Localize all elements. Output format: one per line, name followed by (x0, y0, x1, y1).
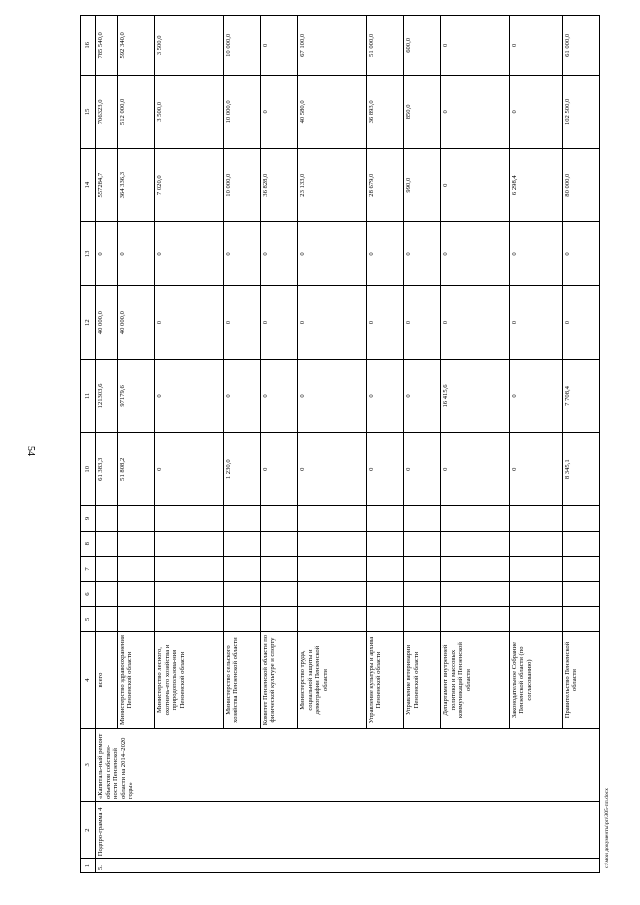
value-cell-c11: 0 (509, 359, 562, 432)
value-cell-c16: 0 (441, 16, 509, 76)
empty-cell (117, 582, 154, 607)
empty-cell (366, 556, 403, 581)
empty-cell (223, 582, 260, 607)
empty-cell (509, 582, 562, 607)
empty-cell (260, 607, 297, 632)
empty-cell (562, 531, 599, 556)
value-cell-c16: 67 100,0 (298, 16, 366, 76)
value-cell-c14: 6 298,4 (509, 149, 562, 222)
value-cell-c14: 990,0 (403, 149, 440, 222)
empty-cell (366, 582, 403, 607)
value-cell-c10: 51 808,2 (117, 433, 154, 506)
value-cell-c12: 0 (562, 286, 599, 359)
empty-cell (155, 531, 223, 556)
value-cell-c11: 0 (366, 359, 403, 432)
value-cell-c14: 364 336,3 (117, 149, 154, 222)
organization-cell: Министерство лесного, охотничь-его хозяйства и природопользова-ния Пензенской области (155, 632, 223, 728)
value-cell-c15: 3 500,0 (155, 75, 223, 148)
organization-cell: Комитет Пензенской области по физической культуре и спорту (260, 632, 297, 728)
organization-cell: Управление культуры и архива Пензенской области (366, 632, 403, 728)
value-cell-c13: 0 (298, 222, 366, 286)
value-cell-c15: 40 580,0 (298, 75, 366, 148)
empty-cell (260, 556, 297, 581)
column-header-13: 13 (81, 222, 96, 286)
value-cell-c16: 785 540,0 (96, 16, 118, 76)
value-cell-c13: 0 (260, 222, 297, 286)
column-header-1: 1 (81, 859, 96, 873)
value-cell-c16: 0 (509, 16, 562, 76)
column-header-3: 3 (81, 728, 96, 801)
value-cell-c16: 592 340,0 (117, 16, 154, 76)
value-cell-c15: 102 500,0 (562, 75, 599, 148)
value-cell-c10: 61 383,3 (96, 433, 118, 506)
column-header-10: 10 (81, 433, 96, 506)
column-header-6: 6 (81, 582, 96, 607)
column-header-16: 16 (81, 16, 96, 76)
value-cell-c12: 40 000,0 (96, 286, 118, 359)
column-header-4: 4 (81, 632, 96, 728)
empty-cell (562, 506, 599, 531)
budget-table-container (80, 15, 600, 873)
value-cell-c10: 0 (441, 433, 509, 506)
empty-cell (260, 582, 297, 607)
empty-cell (403, 556, 440, 581)
value-cell-c14: 36 828,0 (260, 149, 297, 222)
value-cell-c13: 0 (366, 222, 403, 286)
empty-cell (223, 607, 260, 632)
value-cell-c11: 0 (260, 359, 297, 432)
column-header-5: 5 (81, 607, 96, 632)
value-cell-c12: 0 (298, 286, 366, 359)
empty-cell (223, 556, 260, 581)
value-cell-c13: 0 (223, 222, 260, 286)
empty-cell (96, 506, 118, 531)
value-cell-c16: 3 500,0 (155, 16, 223, 76)
value-cell-c10: 8 345,1 (562, 433, 599, 506)
value-cell-c14: 0 (441, 149, 509, 222)
value-cell-c10: 1 230,0 (223, 433, 260, 506)
value-cell-c12: 0 (223, 286, 260, 359)
organization-cell: Правительство Пензенской области (562, 632, 599, 728)
empty-cell (155, 582, 223, 607)
value-cell-c11: 0 (298, 359, 366, 432)
value-cell-c15: 850,0 (403, 75, 440, 148)
empty-cell (298, 582, 366, 607)
header-row (81, 16, 96, 873)
value-cell-c12: 0 (260, 286, 297, 359)
column-header-14: 14 (81, 149, 96, 222)
value-cell-c13: 0 (96, 222, 118, 286)
value-cell-c16: 61 000,0 (562, 16, 599, 76)
value-cell-c11: 97179,6 (117, 359, 154, 432)
empty-cell (96, 582, 118, 607)
empty-cell (223, 506, 260, 531)
value-cell-c15: 0 (260, 75, 297, 148)
empty-cell (117, 607, 154, 632)
value-cell-c15: 706323,0 (96, 75, 118, 148)
column-header-8: 8 (81, 531, 96, 556)
column-header-7: 7 (81, 556, 96, 581)
value-cell-c10: 0 (260, 433, 297, 506)
value-cell-c10: 0 (509, 433, 562, 506)
empty-cell (509, 506, 562, 531)
row-number-cell: 5. (96, 859, 600, 873)
empty-cell (441, 531, 509, 556)
value-cell-c13: 0 (562, 222, 599, 286)
column-header-15: 15 (81, 75, 96, 148)
organization-cell: Управление ветеринарии Пензенской области (403, 632, 440, 728)
empty-cell (117, 556, 154, 581)
program-title-cell: «Капиталь-ный ремонт объектов собствен-ности Пензенской области на 2014–2020 годы» (96, 728, 600, 801)
value-cell-c12: 0 (441, 286, 509, 359)
value-cell-c15: 10 000,0 (223, 75, 260, 148)
empty-cell (260, 531, 297, 556)
empty-cell (366, 506, 403, 531)
organization-cell: Законодательное Собрание Пензенской области (по согласованию) (509, 632, 562, 728)
empty-cell (223, 531, 260, 556)
value-cell-c13: 0 (509, 222, 562, 286)
column-header-2: 2 (81, 801, 96, 858)
page-number: 54 (25, 446, 36, 456)
value-cell-c14: 10 000,0 (223, 149, 260, 222)
empty-cell (562, 607, 599, 632)
empty-cell (155, 506, 223, 531)
value-cell-c13: 0 (117, 222, 154, 286)
value-cell-c16: 51 000,0 (366, 16, 403, 76)
value-cell-c13: 0 (403, 222, 440, 286)
value-cell-c11: 121303,6 (96, 359, 118, 432)
organization-cell: Департамент внутренней политики и массовых коммуникаций Пензенской области (441, 632, 509, 728)
table-row (96, 16, 118, 873)
value-cell-c13: 0 (441, 222, 509, 286)
value-cell-c10: 0 (366, 433, 403, 506)
value-cell-c14: 23 133,0 (298, 149, 366, 222)
value-cell-c12: 0 (403, 286, 440, 359)
value-cell-c10: 0 (298, 433, 366, 506)
empty-cell (298, 556, 366, 581)
empty-cell (260, 506, 297, 531)
organization-cell: Министерство труда, социальной защиты и демографии Пензенской области (298, 632, 366, 728)
column-header-12: 12 (81, 286, 96, 359)
value-cell-c16: 0 (260, 16, 297, 76)
footer-file-path: c:\мои документы\рп\305-пп.docx (604, 788, 610, 868)
value-cell-c11: 0 (155, 359, 223, 432)
value-cell-c16: 10 000,0 (223, 16, 260, 76)
program-cell: Подпро-грамма 4 (96, 801, 600, 858)
value-cell-c14: 80 000,0 (562, 149, 599, 222)
value-cell-c15: 36 893,0 (366, 75, 403, 148)
organization-cell: Министерство здравоохранения Пензенской области (117, 632, 154, 728)
empty-cell (117, 531, 154, 556)
value-cell-c10: 0 (155, 433, 223, 506)
value-cell-c16: 600,0 (403, 16, 440, 76)
value-cell-c14: 7 020,0 (155, 149, 223, 222)
empty-cell (509, 556, 562, 581)
empty-cell (403, 607, 440, 632)
value-cell-c12: 40 000,0 (117, 286, 154, 359)
empty-cell (403, 531, 440, 556)
empty-cell (96, 556, 118, 581)
empty-cell (403, 582, 440, 607)
empty-cell (117, 506, 154, 531)
value-cell-c11: 0 (403, 359, 440, 432)
empty-cell (96, 531, 118, 556)
value-cell-c15: 512 000,0 (117, 75, 154, 148)
column-header-11: 11 (81, 359, 96, 432)
organization-cell: Министерство сельского хозяйства Пензенской области (223, 632, 260, 728)
empty-cell (155, 556, 223, 581)
value-cell-c15: 0 (509, 75, 562, 148)
empty-cell (441, 582, 509, 607)
empty-cell (366, 531, 403, 556)
value-cell-c13: 0 (155, 222, 223, 286)
empty-cell (96, 607, 118, 632)
value-cell-c11: 0 (223, 359, 260, 432)
empty-cell (441, 506, 509, 531)
empty-cell (562, 582, 599, 607)
value-cell-c12: 0 (509, 286, 562, 359)
empty-cell (441, 556, 509, 581)
column-header-9: 9 (81, 506, 96, 531)
value-cell-c12: 0 (366, 286, 403, 359)
value-cell-c14: 28 679,0 (366, 149, 403, 222)
value-cell-c11: 7 708,4 (562, 359, 599, 432)
empty-cell (155, 607, 223, 632)
value-cell-c11: 16 415,6 (441, 359, 509, 432)
empty-cell (366, 607, 403, 632)
value-cell-c14: 557284,7 (96, 149, 118, 222)
empty-cell (441, 607, 509, 632)
value-cell-c15: 0 (441, 75, 509, 148)
organization-cell: всего (96, 632, 118, 728)
value-cell-c12: 0 (155, 286, 223, 359)
empty-cell (298, 607, 366, 632)
empty-cell (403, 506, 440, 531)
empty-cell (562, 556, 599, 581)
value-cell-c10: 0 (403, 433, 440, 506)
empty-cell (298, 531, 366, 556)
empty-cell (509, 531, 562, 556)
empty-cell (298, 506, 366, 531)
empty-cell (509, 607, 562, 632)
budget-table (80, 15, 600, 873)
